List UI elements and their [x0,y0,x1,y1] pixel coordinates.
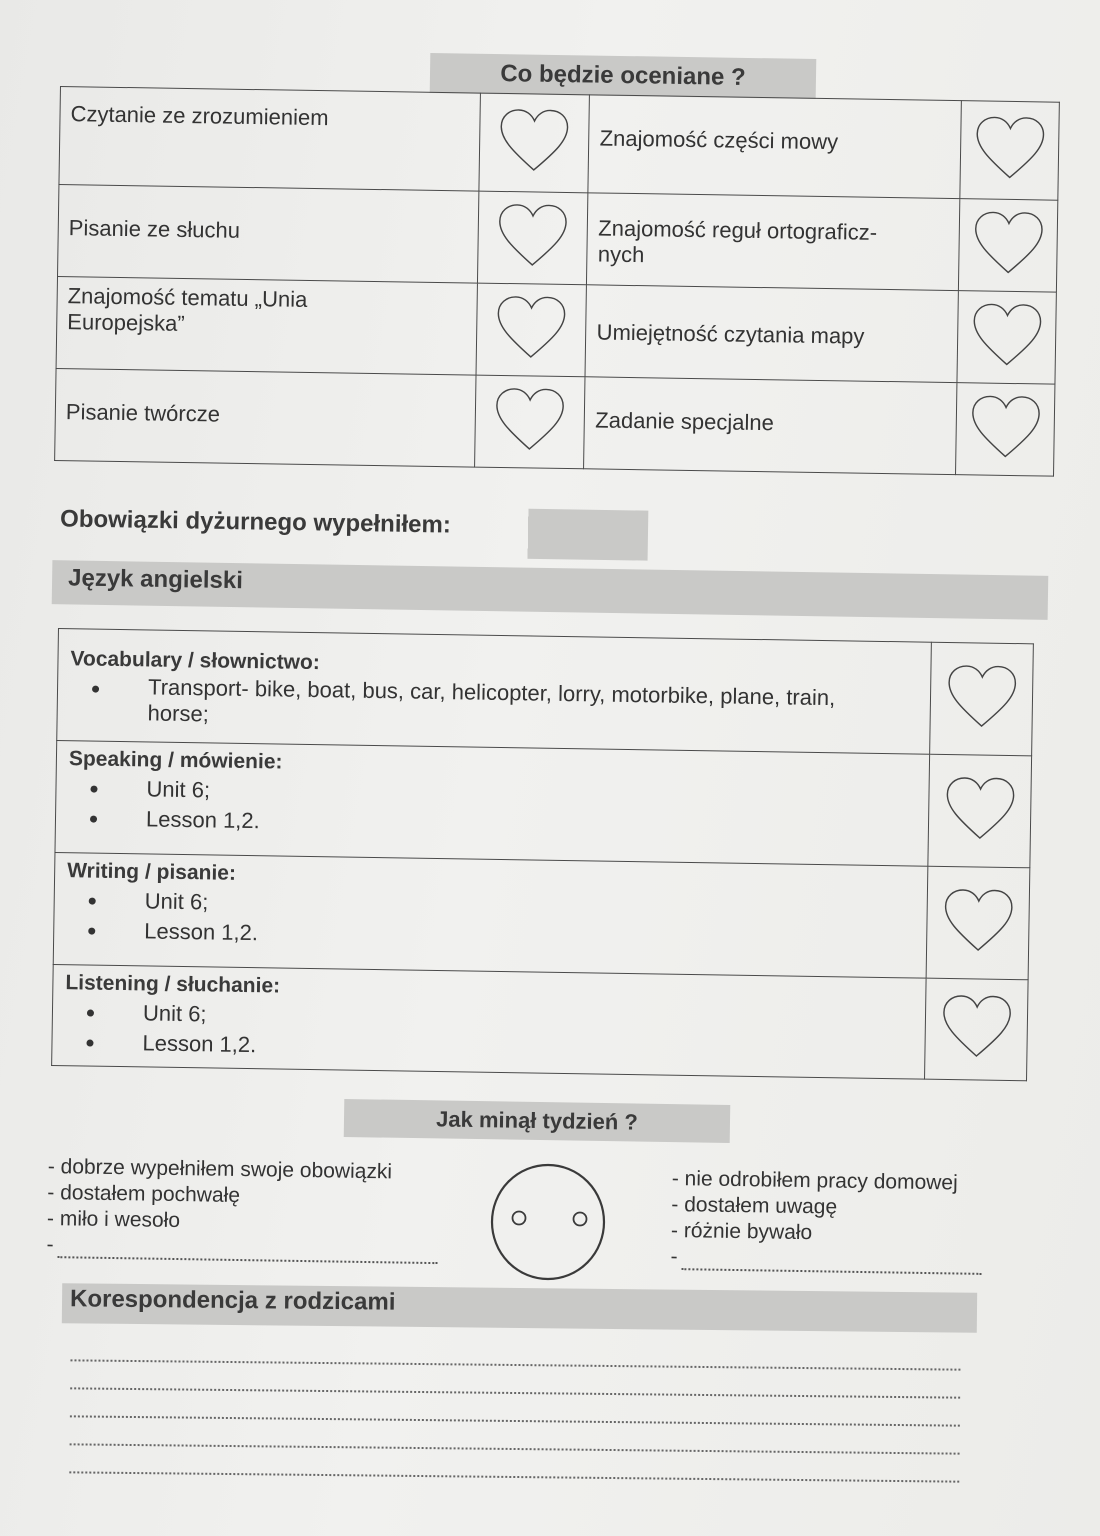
heart-icon [945,661,1018,730]
heart-icon [970,300,1043,369]
list-item: Transport- bike, boat, bus, car, helicopter, lorry, motorbike, plane, train, horse; [69,673,920,738]
english-heading: Język angielski [52,560,1049,620]
heart-icon [942,885,1015,954]
week-bad-list [670,1166,983,1275]
week-bad-item: - nie odrobiłem pracy domowej [671,1166,958,1195]
week-good-item: - dobrze wypełniłem swoje obowiązki [47,1154,393,1184]
heart-checkbox[interactable] [928,754,1032,868]
heart-checkbox[interactable] [476,283,587,377]
english-section-title: Vocabulary / słownictwo: [70,647,320,675]
face-drawing-icon[interactable] [486,1160,610,1284]
heart-checkbox[interactable] [930,642,1034,756]
english-item-list [64,997,915,1070]
duty-heading: Obowiązki dyżurnego wypełniłem: [58,501,649,560]
week-good-item: - miło i wesoło [46,1206,181,1233]
assessment-left-label: Znajomość tematu „Unia Europejska” [56,276,477,375]
assessment-heading: Co będzie oceniane ? [430,53,817,99]
english-section-title: Writing / pisanie: [67,859,237,885]
heart-icon [496,200,569,269]
list-item: Unit 6; [66,885,916,928]
english-section [52,964,927,1079]
week-bad-blank[interactable]: - [670,1244,981,1275]
assessment-row [59,87,1059,201]
heart-icon [943,773,1016,842]
heart-icon [972,208,1045,277]
week-heading: Jak minął tydzień ? [344,1099,731,1143]
assessment-right-label: Znajomość części mowy [588,95,961,199]
assessment-table [54,86,1060,477]
heart-icon [498,105,571,174]
english-row [55,740,1032,867]
list-item: Lesson 1,2. [64,1027,914,1070]
heart-icon [940,992,1013,1061]
assessment-left-label: Czytanie ze zrozumieniem [59,87,480,192]
english-item-list [66,885,917,958]
english-row [57,629,1034,756]
heart-checkbox[interactable] [958,199,1057,293]
heart-icon [495,292,568,361]
list-item: Unit 6; [65,997,915,1040]
english-item-list [68,773,919,846]
week-bad-item: - dostałem uwagę [671,1192,838,1219]
list-item: Unit 6; [68,773,918,816]
english-row [53,852,1030,979]
english-section-title: Listening / słuchanie: [65,971,281,998]
english-section [53,852,928,978]
english-section [55,740,930,866]
english-row [52,964,1028,1080]
heart-checkbox[interactable] [474,375,585,469]
assessment-left-label: Pisanie ze słuchu [58,184,479,283]
heart-icon [493,384,566,453]
english-item-list [69,673,920,738]
heart-checkbox[interactable] [957,291,1056,385]
correspondence-heading: Korespondencja z rodzicami [62,1283,977,1333]
assessment-row [56,276,1056,384]
blank-line [57,1256,437,1264]
heart-checkbox[interactable] [478,93,589,193]
assessment-row [55,368,1055,476]
week-bad-item: - różnie bywało [670,1218,813,1245]
heart-icon [969,392,1042,461]
list-item: Lesson 1,2. [66,915,916,958]
english-section [57,629,932,755]
heart-checkbox[interactable] [960,101,1059,201]
heart-checkbox[interactable] [477,191,588,285]
heart-icon [973,113,1046,182]
assessment-right-label: Zadanie specjalne [584,377,957,475]
assessment-row [58,184,1058,292]
assessment-right-label: Znajomość reguł ortograficz-nych [587,193,960,291]
week-good-list [46,1154,439,1264]
assessment-right-label: Umiejętność czytania mapy [585,285,958,383]
week-good-blank[interactable]: - [46,1232,437,1264]
heart-checkbox[interactable] [925,978,1029,1081]
correspondence-lines[interactable] [69,1333,960,1482]
heart-checkbox[interactable] [956,383,1055,477]
list-item: Lesson 1,2. [68,803,918,846]
week-good-item: - dostałem pochwałę [47,1180,241,1208]
english-table [51,628,1034,1081]
blank-line [681,1268,981,1275]
assessment-left-label: Pisanie twórcze [55,368,476,467]
heart-checkbox[interactable] [926,866,1030,980]
english-section-title: Speaking / mówienie: [68,747,283,774]
